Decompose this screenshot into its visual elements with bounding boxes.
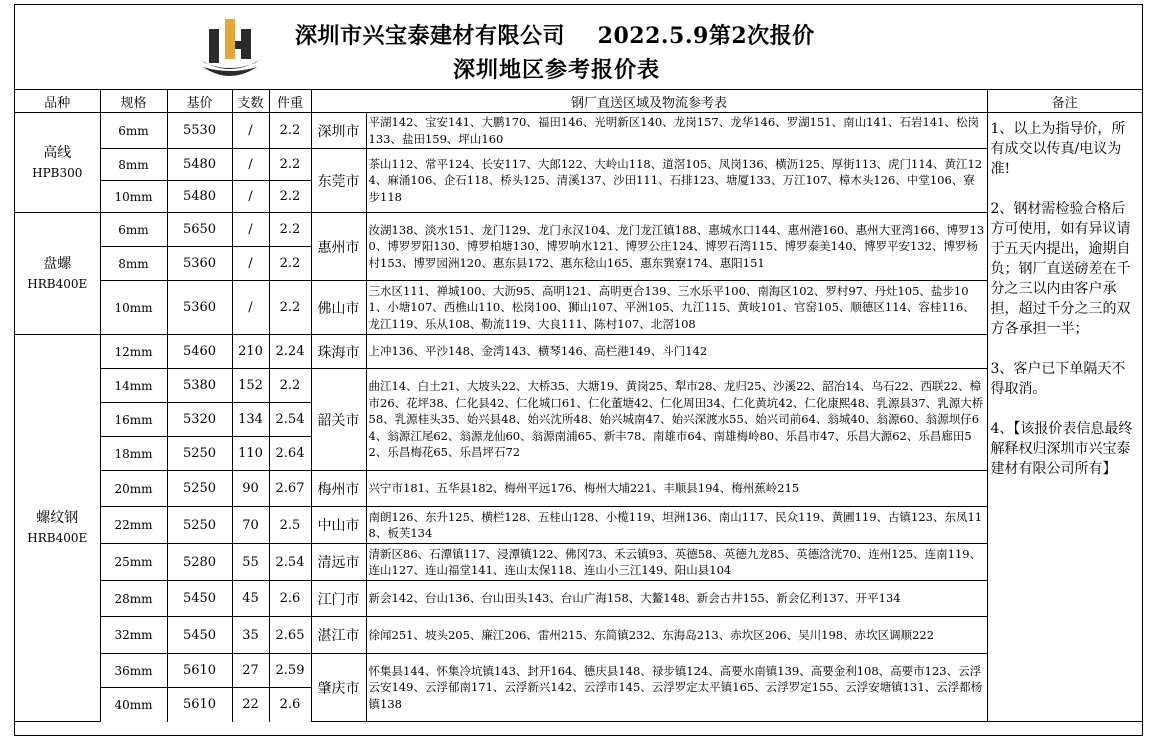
table-row: [15, 471, 1142, 507]
count-cell: 55: [232, 544, 269, 581]
area-cell: 南朗126、东升125、横栏128、五桂山128、小榄119、坦洲136、南山117、民众119、黄圃119、古镇123、东凤118、板芙134: [366, 507, 987, 544]
area-cell: 徐闻251、坡头205、廉江206、雷州215、东简镇232、东海岛213、赤坎区206、吴川198、赤坎区调顺222: [366, 617, 987, 654]
header-notes: 备注: [987, 90, 1142, 113]
weight-cell: 2.59: [269, 654, 311, 688]
table-row: [15, 544, 1142, 581]
spec-cell: 18mm: [100, 437, 167, 471]
count-cell: 70: [232, 507, 269, 544]
area-cell: 茶山112、常平124、长安117、大郎122、大岭山118、道滘105、凤岗136、横沥125、厚街113、虎门114、黄江124、麻涌106、企石118、桥头125、清溪137、沙田111、石排123、塘厦133、万江107、樟木头126、中堂106、寮步118: [366, 149, 987, 213]
weight-cell: 2.2: [269, 149, 311, 181]
category-name: 高线: [43, 144, 72, 161]
table-row: [15, 617, 1142, 654]
header-delivery: 钢厂直送区域及物流参考表: [311, 90, 987, 113]
weight-cell: 2.54: [269, 403, 311, 437]
count-cell: 35: [232, 617, 269, 654]
table-row: [15, 335, 1142, 369]
notes-cell: [987, 113, 1142, 722]
weight-cell: 2.6: [269, 688, 311, 722]
city-cell: 惠州市: [311, 213, 366, 281]
spec-cell: 14mm: [100, 369, 167, 403]
spec-cell: 8mm: [100, 149, 167, 181]
spec-cell: 10mm: [100, 181, 167, 213]
area-cell: 汝湖138、淡水151、龙门129、龙门永汉104、龙门龙江镇188、惠城水口144、惠州港160、惠州大亚湾166、博罗130、博罗罗阳130、博罗柏塘130、博罗响水121、博罗公庄124、博罗石湾115、博罗泰美140、博罗平安132、博罗杨村153、博罗园洲120、惠东县172、惠东稔山165、惠东巽寮174、惠阳151: [366, 213, 987, 281]
spec-cell: 20mm: [100, 471, 167, 507]
spec-cell: 28mm: [100, 581, 167, 617]
city-cell: 肇庆市: [311, 654, 366, 722]
price-cell: 5250: [167, 507, 232, 544]
category-cell: [15, 113, 100, 213]
price-cell: 5450: [167, 581, 232, 617]
area-cell: 清新区86、石潭镇117、浸潭镇122、佛冈73、禾云镇93、英德58、英德九龙85、英德浛洸70、连州125、连南119、连山127、连山福堂141、连山太保118、连山小三江149、阳山县104: [366, 544, 987, 581]
price-cell: 5360: [167, 281, 232, 335]
weight-cell: 2.2: [269, 247, 311, 281]
spec-cell: 16mm: [100, 403, 167, 437]
city-cell: 深圳市: [311, 113, 366, 149]
price-cell: 5250: [167, 471, 232, 507]
city-cell: 江门市: [311, 581, 366, 617]
count-cell: /: [232, 247, 269, 281]
category-cell: [15, 213, 100, 335]
city-cell: 清远市: [311, 544, 366, 581]
price-cell: 5250: [167, 437, 232, 471]
count-cell: /: [232, 213, 269, 247]
count-cell: 45: [232, 581, 269, 617]
weight-cell: 2.2: [269, 369, 311, 403]
table-row: [15, 281, 1142, 335]
sheet-header: [15, 5, 1142, 90]
price-cell: 5480: [167, 181, 232, 213]
note-item: 3、客户已下单隔天不得取消。: [990, 361, 1126, 397]
header-price: 基价: [167, 90, 232, 113]
weight-cell: 2.2: [269, 281, 311, 335]
spec-cell: 8mm: [100, 247, 167, 281]
weight-cell: 2.2: [269, 181, 311, 213]
weight-cell: 2.5: [269, 507, 311, 544]
header-weight: 件重: [269, 90, 311, 113]
category-name: 螺纹钢: [36, 510, 79, 526]
spec-cell: 36mm: [100, 654, 167, 688]
price-cell: 5460: [167, 335, 232, 369]
table-row: [15, 581, 1142, 617]
category-code: HPB300: [32, 165, 83, 180]
area-cell: 新会142、台山136、台山田头143、台山广海158、大鳌148、新会古井155、新会亿利137、开平134: [366, 581, 987, 617]
table-row: [15, 507, 1142, 544]
price-cell: 5530: [167, 113, 232, 149]
count-cell: 90: [232, 471, 269, 507]
area-cell: 曲江14、白土21、大坡头22、大桥35、大塘19、黄岗25、犁市28、龙归25、沙溪22、韶冶14、乌石22、西联22、樟市26、花坪38、仁化县42、仁化城口61、仁化董塘42、仁化周田34、仁化黄坑42、仁化康熙48、乳源县37、乳源大桥58、乳源桂头35、始兴县48、始兴沈所48、始兴城南47、始兴深渡水55、始兴司前64、翁城40、翁源60、翁源坝仔64、翁源江尾62、翁源龙仙60、翁源南浦65、新丰78、南雄市64、南雄梅岭80、乐昌市47、乐昌大源62、乐昌廊田52、乐昌梅花65、乐昌坪石72: [366, 369, 987, 471]
price-cell: 5450: [167, 617, 232, 654]
spec-cell: 25mm: [100, 544, 167, 581]
table-row: [15, 213, 1142, 247]
city-cell: 梅州市: [311, 471, 366, 507]
area-cell: 怀集县144、怀集冷坑镇143、封开164、德庆县148、禄步镇124、高要水南镇139、高要金利108、高要市123、云浮云安149、云浮郁南171、云浮新兴142、云浮市145、云浮罗定太平镇165、云浮罗定155、云浮安塘镇131、云浮都杨镇138: [366, 654, 987, 722]
table-row: [15, 113, 1142, 149]
city-cell: 中山市: [311, 507, 366, 544]
count-cell: 22: [232, 688, 269, 722]
header-category: 品种: [15, 90, 100, 113]
table-row: [15, 369, 1142, 403]
quote-date: 2022.5.9第2次报价: [597, 23, 815, 49]
category-code: HRB400E: [27, 531, 88, 545]
sheet-title: [295, 19, 815, 50]
count-cell: /: [232, 281, 269, 335]
price-table: [15, 89, 1142, 722]
count-cell: 134: [232, 403, 269, 437]
table-header-row: [15, 90, 1142, 113]
price-cell: 5320: [167, 403, 232, 437]
city-cell: 韶关市: [311, 369, 366, 471]
city-cell: 东莞市: [311, 149, 366, 213]
price-cell: 5480: [167, 149, 232, 181]
area-cell: 平湖142、宝安141、大鹏170、福田146、光明新区140、龙岗157、龙华146、罗湖151、南山141、石岩141、松岗133、盐田159、坪山160: [366, 113, 987, 149]
company-name: 深圳市兴宝泰建材有限公司: [295, 23, 566, 49]
spec-cell: 6mm: [100, 213, 167, 247]
city-cell: 佛山市: [311, 281, 366, 335]
count-cell: 152: [232, 369, 269, 403]
price-sheet: [14, 4, 1143, 736]
price-cell: 5650: [167, 213, 232, 247]
count-cell: 27: [232, 654, 269, 688]
spec-cell: 22mm: [100, 507, 167, 544]
price-cell: 5380: [167, 369, 232, 403]
category-name: 盘螺: [43, 255, 72, 272]
category-cell: [15, 335, 100, 722]
area-cell: 三水区111、禅城100、大沥95、高明121、高明更合139、三水乐平100、南海区102、罗村97、丹灶105、盐步101、小塘107、西樵山110、松岗100、狮山107、平洲105、九江115、黄岐101、官窑105、顺德区114、容桂116、龙江119、乐从108、勒流119、大良111、陈村107、北滘108: [366, 281, 987, 335]
area-cell: 上冲136、平沙148、金湾143、横琴146、高栏港149、斗门142: [366, 335, 987, 369]
count-cell: /: [232, 149, 269, 181]
spec-cell: 12mm: [100, 335, 167, 369]
weight-cell: 2.67: [269, 471, 311, 507]
count-cell: 210: [232, 335, 269, 369]
weight-cell: 2.6: [269, 581, 311, 617]
company-logo-icon: [195, 15, 265, 81]
header-spec: 规格: [100, 90, 167, 113]
weight-cell: 2.64: [269, 437, 311, 471]
area-cell: 兴宁市181、五华县182、梅州平远176、梅州大埔221、丰顺县194、梅州蕉岭215: [366, 471, 987, 507]
price-cell: 5280: [167, 544, 232, 581]
note-item: 1、以上为指导价，所有成交以传真/电议为准!: [990, 121, 1126, 177]
count-cell: /: [232, 181, 269, 213]
weight-cell: 2.2: [269, 113, 311, 149]
note-item: 4、【该报价表信息最终解释权归深圳市兴宝泰建材有限公司所有】: [990, 421, 1133, 477]
spec-cell: 6mm: [100, 113, 167, 149]
price-cell: 5360: [167, 247, 232, 281]
spec-cell: 40mm: [100, 688, 167, 722]
note-item: 2、钢材需检验合格后方可使用，如有异议请于五天内提出，逾期自负；钢厂直送磅差在千分之三以内由客户承担，超过千分之三的双方各承担一半；: [990, 201, 1131, 337]
price-cell: 5610: [167, 688, 232, 722]
weight-cell: 2.54: [269, 544, 311, 581]
count-cell: /: [232, 113, 269, 149]
weight-cell: 2.65: [269, 617, 311, 654]
price-cell: 5610: [167, 654, 232, 688]
spec-cell: 10mm: [100, 281, 167, 335]
city-cell: 珠海市: [311, 335, 366, 369]
category-code: HRB400E: [27, 276, 88, 291]
weight-cell: 2.2: [269, 213, 311, 247]
table-row: [15, 654, 1142, 688]
city-cell: 湛江市: [311, 617, 366, 654]
table-row: [15, 149, 1142, 181]
count-cell: 110: [232, 437, 269, 471]
sheet-subtitle: 深圳地区参考报价表: [453, 57, 661, 83]
spec-cell: 32mm: [100, 617, 167, 654]
header-count: 支数: [232, 90, 269, 113]
weight-cell: 2.24: [269, 335, 311, 369]
